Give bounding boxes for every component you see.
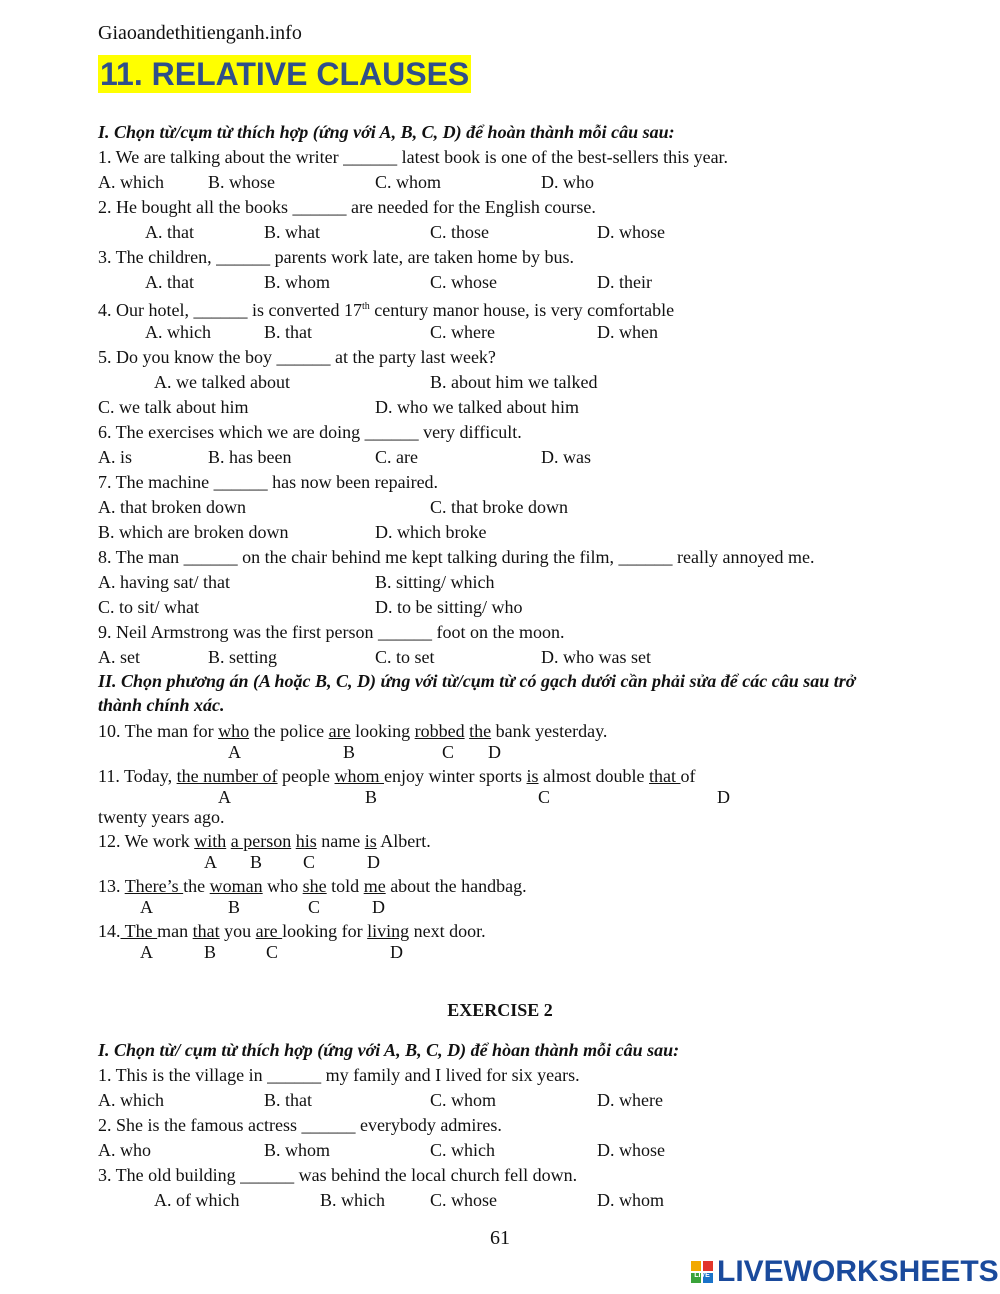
q12-letter-d: D bbox=[367, 852, 380, 872]
q12-letter-a: A bbox=[204, 852, 217, 872]
q14-letter-c: C bbox=[266, 942, 279, 962]
q10-text-5: bank yesterday. bbox=[491, 721, 608, 741]
q11-underlined-d: that bbox=[649, 766, 681, 786]
q13-letter-d: D bbox=[372, 897, 385, 917]
q14-text-2: man bbox=[157, 921, 193, 941]
q14-underlined-b: that bbox=[192, 921, 220, 941]
q1-option-a: A. which bbox=[98, 172, 164, 192]
q11-text-3: enjoy winter sports bbox=[384, 766, 527, 786]
q13-letter-a: A bbox=[140, 897, 153, 917]
q12-text-5: Albert. bbox=[376, 831, 431, 851]
q8-option-d: D. to be sitting/ who bbox=[375, 597, 523, 617]
q12-text-1: 12. We work bbox=[98, 831, 195, 851]
q2-option-c: C. those bbox=[430, 222, 490, 242]
q7-stem: 7. The machine ______ has now been repaired. bbox=[98, 472, 439, 492]
q6-stem: 6. The exercises which we are doing ______ very difficult. bbox=[98, 422, 522, 442]
q13-text-4: told bbox=[326, 876, 364, 896]
q10-letter-b: B bbox=[343, 742, 356, 762]
q8-stem: 8. The man ______ on the chair behind me kept talking during the film, ______ really annoyed me. bbox=[98, 547, 815, 567]
q13-letter-c: C bbox=[308, 897, 321, 917]
ex2-q1-option-b: B. that bbox=[264, 1090, 312, 1110]
q11-line2: twenty years ago. bbox=[98, 807, 225, 827]
q11-text-5: of bbox=[680, 766, 696, 786]
q11-text-2: people bbox=[277, 766, 335, 786]
q2-stem: 2. He bought all the books ______ are needed for the English course. bbox=[98, 197, 596, 217]
q2-option-a: A. that bbox=[145, 222, 194, 242]
section1-instruction: I. Chọn từ/cụm từ thích hợp (ứng với A, B, C, D) để hoàn thành mỗi câu sau: bbox=[98, 122, 675, 142]
q10-underlined-a: who bbox=[218, 721, 250, 741]
q10-underlined-d: the bbox=[469, 721, 492, 741]
q12-text-4: name bbox=[316, 831, 365, 851]
q13-text-2: the bbox=[183, 876, 210, 896]
q7-option-a: A. that broken down bbox=[98, 497, 246, 517]
q9-option-c: C. to set bbox=[375, 647, 435, 667]
q12-underlined-a: with bbox=[194, 831, 227, 851]
q10-letter-c: C bbox=[442, 742, 455, 762]
q11-sentence bbox=[98, 765, 696, 787]
liveworksheets-logo-mark: LIVE bbox=[694, 1272, 710, 1279]
q11-text-1: 11. Today, bbox=[98, 766, 177, 786]
q13-underlined-d: me bbox=[363, 876, 386, 896]
exercise2-instruction: I. Chọn từ/ cụm từ thích hợp (ứng với A, B, C, D) để hòan thành mỗi câu sau: bbox=[98, 1040, 680, 1060]
ex2-q1-stem: 1. This is the village in ______ my family and I lived for six years. bbox=[98, 1065, 580, 1085]
ex2-q1-option-d: D. where bbox=[597, 1090, 663, 1110]
liveworksheets-brand: LIVEWORKSHEETS bbox=[717, 1255, 999, 1288]
q2-option-b: B. what bbox=[264, 222, 320, 242]
q8-option-c: C. to sit/ what bbox=[98, 597, 200, 617]
ex2-q3-option-d: D. whom bbox=[597, 1190, 664, 1210]
q12-letter-c: C bbox=[303, 852, 316, 872]
page-title: 11. RELATIVE CLAUSES bbox=[100, 56, 470, 92]
q14-underlined-d: living bbox=[367, 921, 410, 941]
q5-stem: 5. Do you know the boy ______ at the party last week? bbox=[98, 347, 496, 367]
section2-instruction-line1: II. Chọn phương án (A hoặc B, C, D) ứng với từ/cụm từ có gạch dưới cần phải sửa để các câu sau trở bbox=[98, 671, 856, 691]
q5-option-b: B. about him we talked bbox=[430, 372, 598, 392]
q5-option-d: D. who we talked about him bbox=[375, 397, 579, 417]
q6-option-d: D. was bbox=[541, 447, 591, 467]
q14-underlined-c: are bbox=[255, 921, 283, 941]
q10-letter-a: A bbox=[228, 742, 241, 762]
ex2-q2-stem: 2. She is the famous actress ______ everybody admires. bbox=[98, 1115, 502, 1135]
q4-option-c: C. where bbox=[430, 322, 495, 342]
q6-option-a: A. is bbox=[98, 447, 133, 467]
q10-text-2: the police bbox=[249, 721, 329, 741]
q14-letter-b: B bbox=[204, 942, 217, 962]
q4-stem bbox=[98, 296, 674, 321]
q3-option-d: D. their bbox=[597, 272, 652, 292]
ex2-q3-option-a: A. of which bbox=[154, 1190, 240, 1210]
q10-text-3: looking bbox=[350, 721, 415, 741]
q13-underlined-c: she bbox=[302, 876, 327, 896]
ex2-q2-option-b: B. whom bbox=[264, 1140, 331, 1160]
exercise2-heading: EXERCISE 2 bbox=[447, 1000, 553, 1020]
q12-sentence bbox=[98, 830, 431, 852]
q6-option-b: B. has been bbox=[208, 447, 292, 467]
q13-text-5: about the handbag. bbox=[385, 876, 527, 896]
q13-text-1: 13. bbox=[98, 876, 125, 896]
q1-option-b: B. whose bbox=[208, 172, 275, 192]
q14-text-3: you bbox=[219, 921, 256, 941]
liveworksheets-logo bbox=[691, 1255, 999, 1289]
ex2-q1-option-a: A. which bbox=[98, 1090, 164, 1110]
q14-text-1: 14. bbox=[98, 921, 121, 941]
q5-option-c: C. we talk about him bbox=[98, 397, 249, 417]
q13-text-3: who bbox=[262, 876, 303, 896]
q4-option-a: A. which bbox=[145, 322, 211, 342]
ex2-q2-option-c: C. which bbox=[430, 1140, 495, 1160]
ex2-q3-stem: 3. The old building ______ was behind the local church fell down. bbox=[98, 1165, 578, 1185]
q11-underlined-b: whom bbox=[334, 766, 385, 786]
q11-underlined-c: is bbox=[526, 766, 539, 786]
q11-letter-b: B bbox=[365, 787, 378, 807]
q14-underlined-a: The bbox=[120, 921, 158, 941]
q2-option-d: D. whose bbox=[597, 222, 665, 242]
q4-stem-before: 4. Our hotel, ______ is converted 17 bbox=[98, 300, 362, 320]
ex2-q3-option-b: B. which bbox=[320, 1190, 385, 1210]
q14-letter-a: A bbox=[140, 942, 153, 962]
q10-letter-d: D bbox=[488, 742, 501, 762]
q3-option-c: C. whose bbox=[430, 272, 497, 292]
site-name: Giaoandethitienganh.info bbox=[98, 22, 302, 44]
q8-option-a: A. having sat/ that bbox=[98, 572, 230, 592]
q10-underlined-b: are bbox=[328, 721, 351, 741]
q4-option-b: B. that bbox=[264, 322, 312, 342]
q11-letter-a: A bbox=[218, 787, 231, 807]
q4-superscript: th bbox=[361, 301, 370, 312]
q14-text-5: next door. bbox=[409, 921, 486, 941]
q13-sentence bbox=[98, 875, 527, 897]
q13-underlined-b: woman bbox=[209, 876, 263, 896]
q3-option-a: A. that bbox=[145, 272, 194, 292]
q1-option-c: C. whom bbox=[375, 172, 442, 192]
q14-letter-d: D bbox=[390, 942, 403, 962]
q3-stem: 3. The children, ______ parents work late, are taken home by bus. bbox=[98, 247, 575, 267]
ex2-q1-option-c: C. whom bbox=[430, 1090, 497, 1110]
q7-option-c: C. that broke down bbox=[430, 497, 568, 517]
q6-option-c: C. are bbox=[375, 447, 418, 467]
q7-option-b: B. which are broken down bbox=[98, 522, 289, 542]
ex2-q2-option-a: A. who bbox=[98, 1140, 151, 1160]
q8-option-b: B. sitting/ which bbox=[375, 572, 495, 592]
q9-option-d: D. who was set bbox=[541, 647, 651, 667]
page-number: 61 bbox=[490, 1227, 510, 1249]
q9-option-b: B. setting bbox=[208, 647, 278, 667]
q11-letter-c: C bbox=[538, 787, 551, 807]
q1-stem: 1. We are talking about the writer ______ latest book is one of the best-sellers this year. bbox=[98, 147, 729, 167]
liveworksheets-logo-icon bbox=[691, 1261, 713, 1283]
q12-underlined-d: is bbox=[364, 831, 377, 851]
q12-underlined-c: his bbox=[295, 831, 317, 851]
q9-stem: 9. Neil Armstrong was the first person ______ foot on the moon. bbox=[98, 622, 565, 642]
q4-stem-after: century manor house, is very comfortable bbox=[369, 300, 675, 320]
q14-sentence bbox=[98, 920, 486, 942]
q11-underlined-a: the number of bbox=[176, 766, 278, 786]
q13-letter-b: B bbox=[228, 897, 241, 917]
q3-option-b: B. whom bbox=[264, 272, 331, 292]
q10-underlined-c: robbed bbox=[414, 721, 465, 741]
q10-sentence bbox=[98, 720, 607, 742]
q14-text-4: looking for bbox=[282, 921, 368, 941]
q10-text-1: 10. The man for bbox=[98, 721, 219, 741]
q12-letter-b: B bbox=[250, 852, 263, 872]
q5-option-a: A. we talked about bbox=[154, 372, 290, 392]
q4-option-d: D. when bbox=[597, 322, 658, 342]
ex2-q3-option-c: C. whose bbox=[430, 1190, 497, 1210]
section2-instruction-line2: thành chính xác. bbox=[98, 695, 225, 715]
q11-text-4: almost double bbox=[538, 766, 650, 786]
q7-option-d: D. which broke bbox=[375, 522, 487, 542]
q13-underlined-a: There’s bbox=[124, 876, 184, 896]
q12-underlined-b: a person bbox=[230, 831, 292, 851]
q11-letter-d: D bbox=[717, 787, 730, 807]
ex2-q2-option-d: D. whose bbox=[597, 1140, 665, 1160]
q9-option-a: A. set bbox=[98, 647, 140, 667]
q1-option-d: D. who bbox=[541, 172, 594, 192]
